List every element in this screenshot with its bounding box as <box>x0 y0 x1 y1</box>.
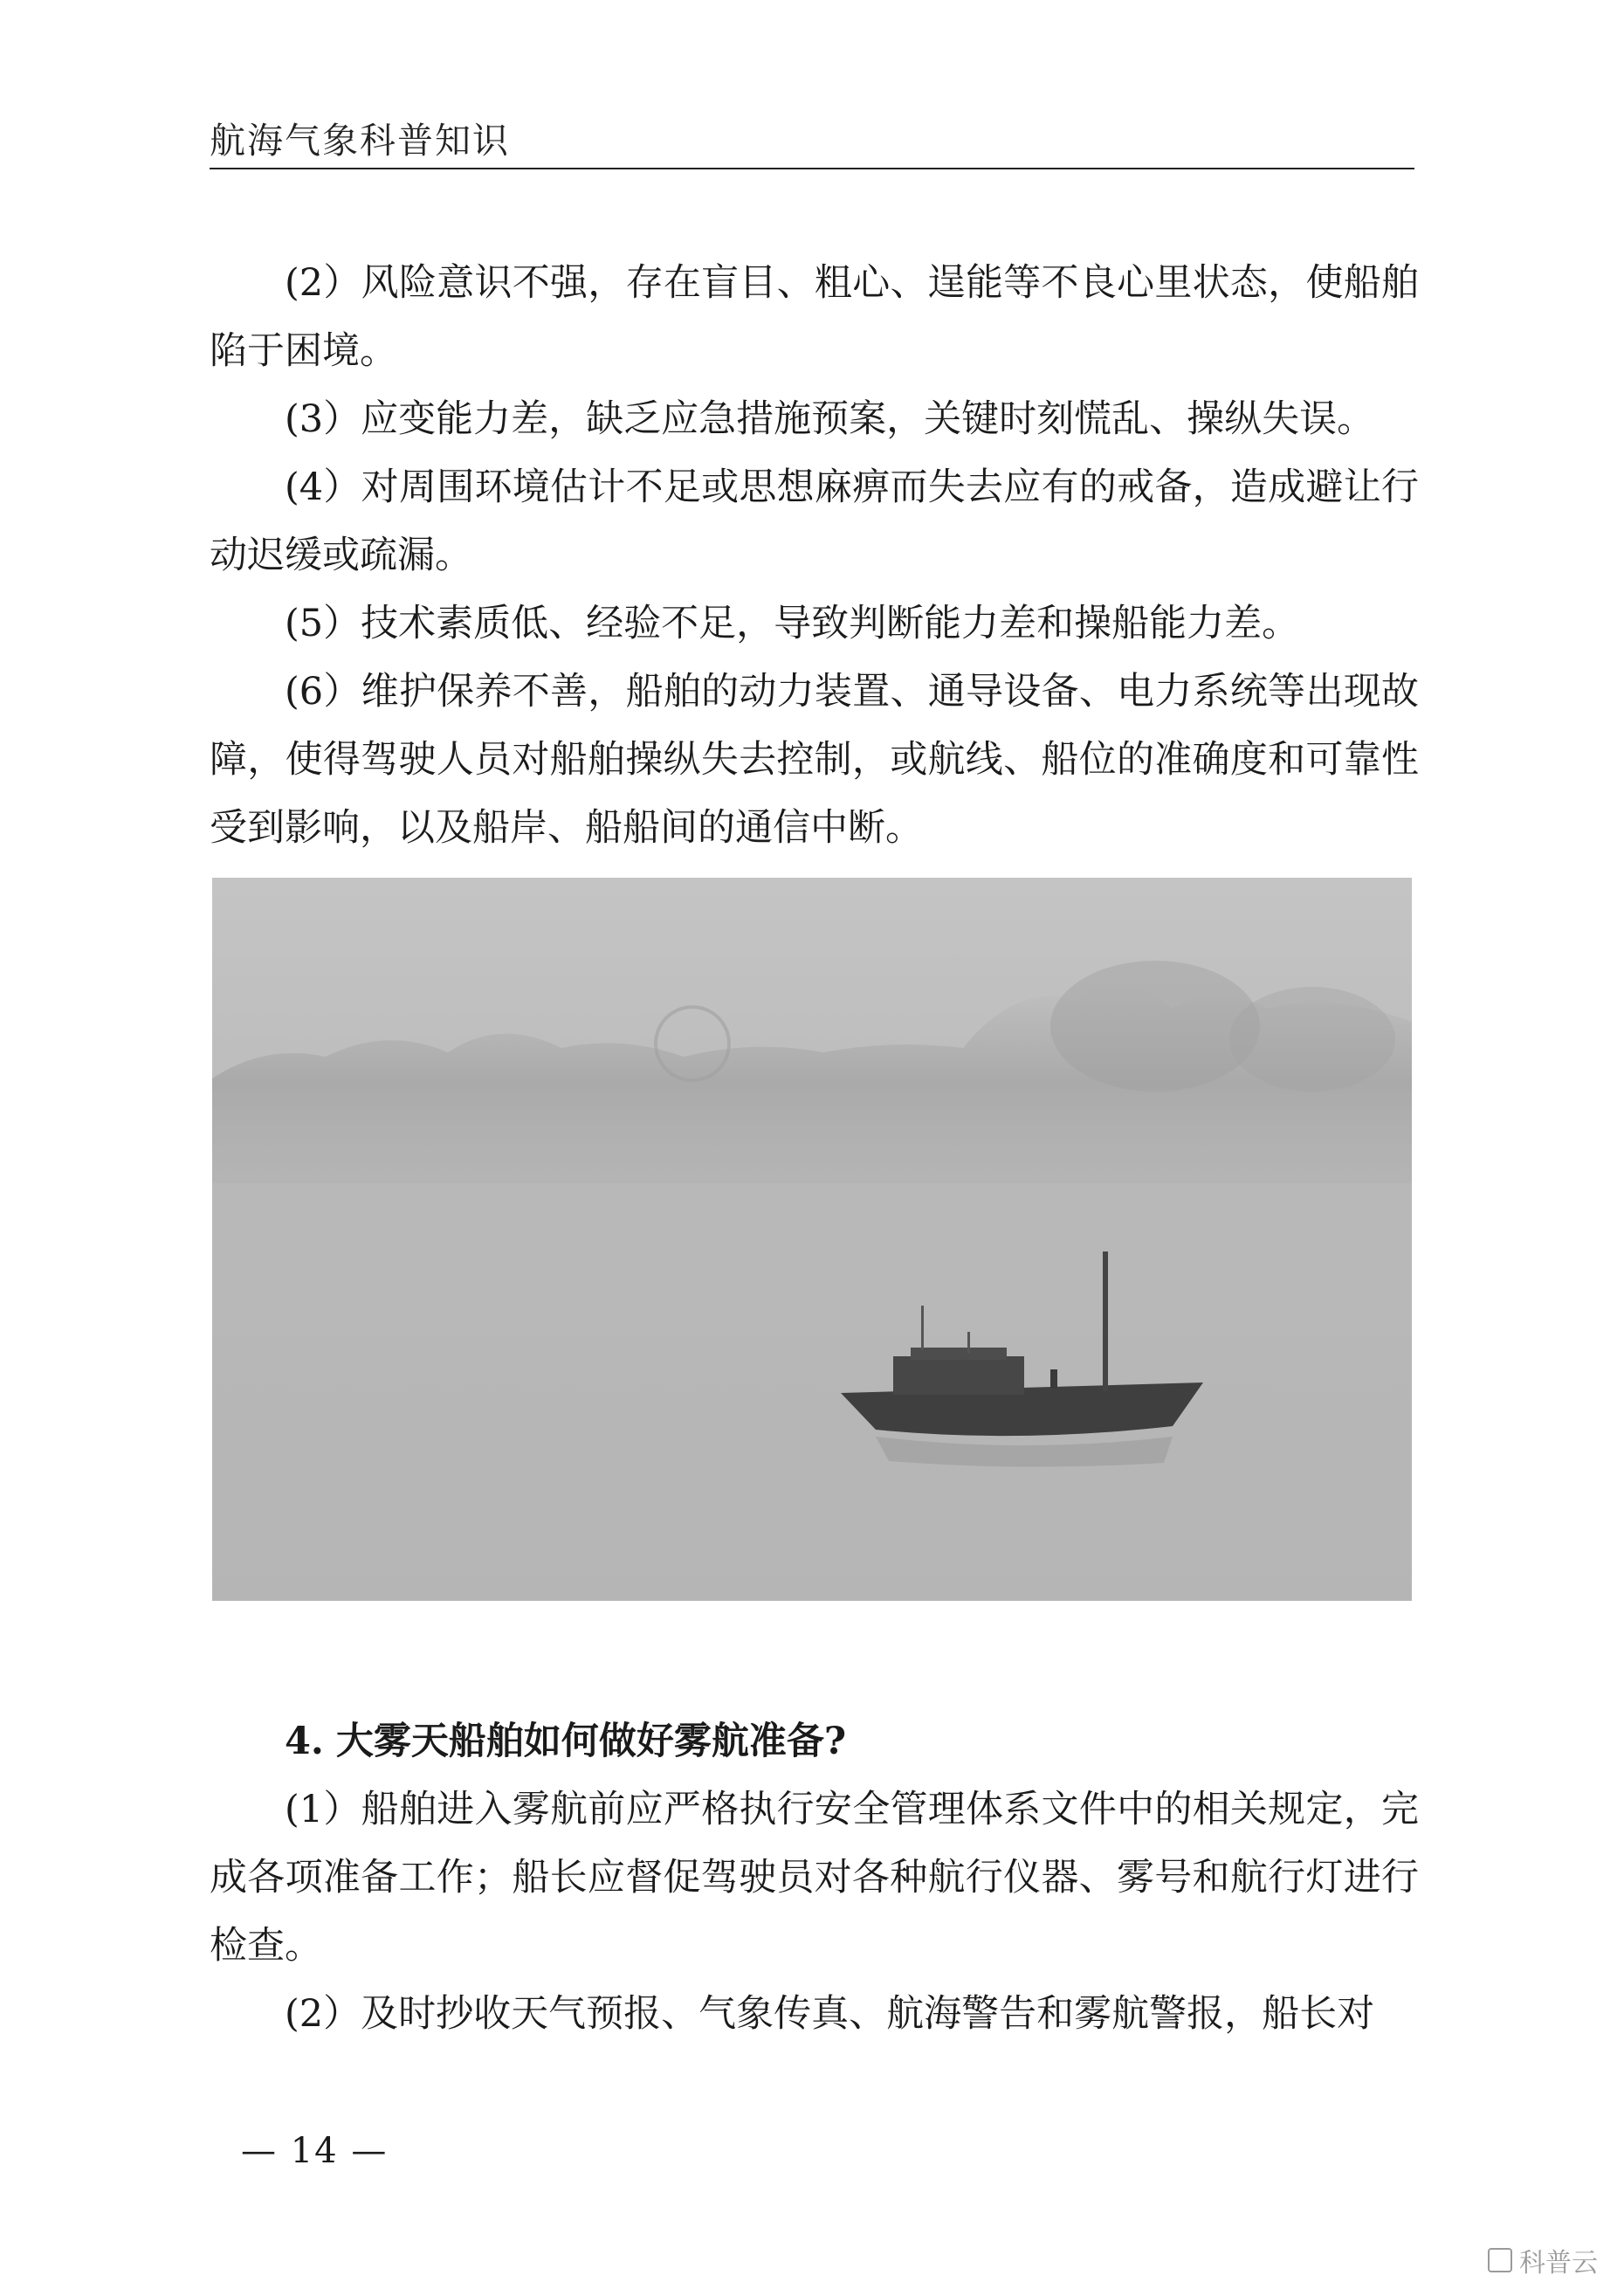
section-number: 4. <box>285 1720 324 1763</box>
fog-boat-photo <box>212 878 1412 1601</box>
paragraph-technical-skills: (5）技术素质低、经验不足，导致判断能力差和操船能力差。 <box>285 602 1300 645</box>
book-icon <box>1488 2248 1512 2272</box>
watermark-text: 科普云 <box>1519 2248 1598 2279</box>
section-heading <box>285 1707 846 1775</box>
paragraph-risk-awareness: (2）风险意识不强，存在盲目、粗心、逞能等不良心里状态，使船舶陷于困境。 <box>210 261 1419 373</box>
paragraph-fog-preparation-1: (1）船舶进入雾航前应严格执行安全管理体系文件中的相关规定，完成各项准备工作；船长应督促驾驶员对各种航行仪器、雾号和航行灯进行检查。 <box>210 1788 1419 1968</box>
paragraph-emergency-response: (3）应变能力差，缺乏应急措施预案，关键时刻慌乱、操纵失误。 <box>285 397 1375 441</box>
paragraph-fog-preparation-2: (2）及时抄收天气预报、气象传真、航海警告和雾航警报，船长对 <box>285 1992 1375 2036</box>
header-divider <box>210 168 1414 169</box>
paragraph-environment-estimation: (4）对周围环境估计不足或思想麻痹而失去应有的戒备，造成避让行动迟缓或疏漏。 <box>210 465 1419 577</box>
page-number: — 14 — <box>241 2131 389 2171</box>
paragraph-maintenance: (6）维护保养不善，船舶的动力装置、通导设备、电力系统等出现故障，使得驾驶人员对船舶操纵失去控制，或航线、船位的准确度和可靠性受到影响，以及船岸、船船间的通信中断。 <box>210 670 1419 850</box>
header-title: 航海气象科普知识 <box>210 120 510 162</box>
section-title: 大雾天船舶如何做好雾航准备? <box>335 1720 847 1763</box>
watermark <box>1488 2241 1598 2279</box>
